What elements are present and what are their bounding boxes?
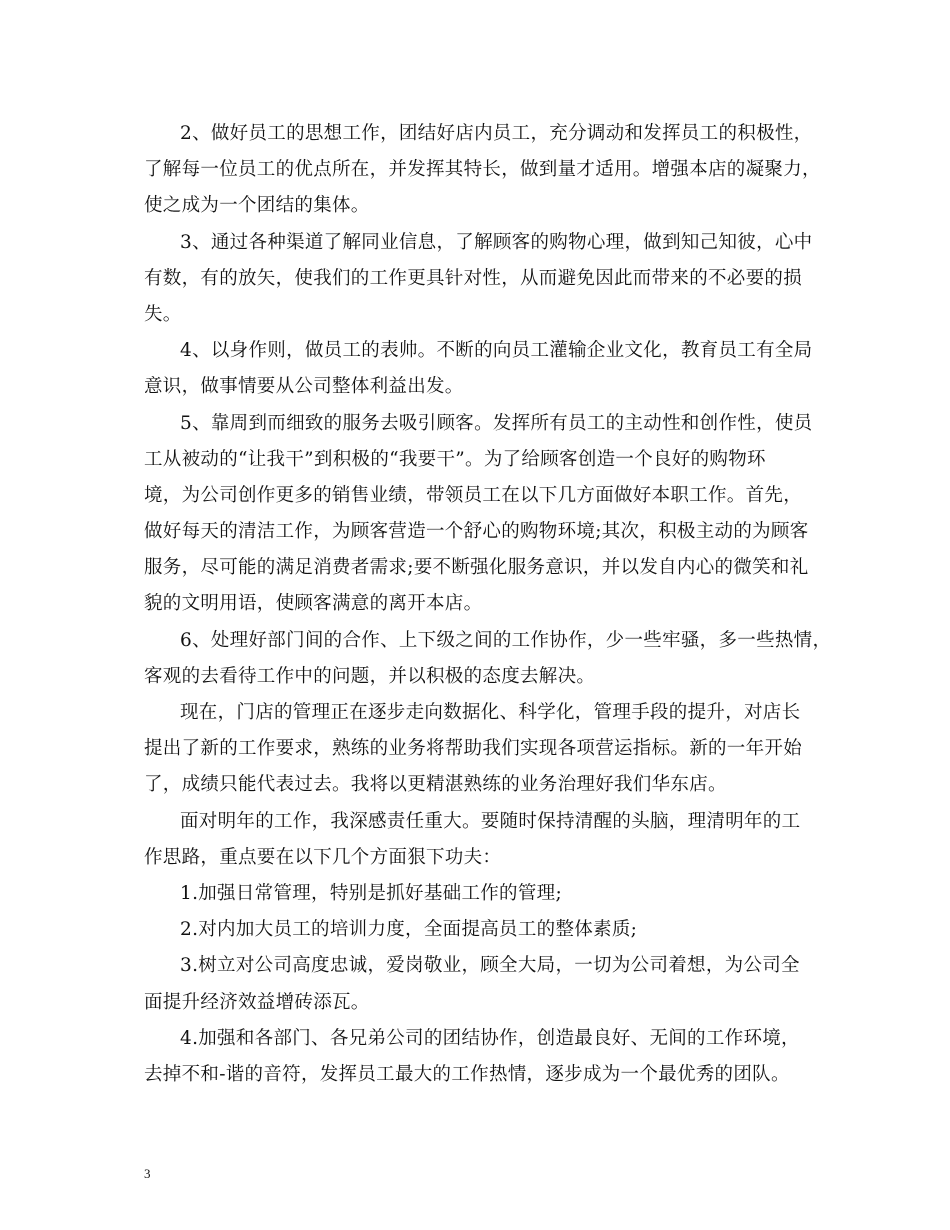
paragraph-line: 2、做好员工的思想工作，团结好店内员工，充分调动和发挥员工的积极性， bbox=[180, 123, 813, 144]
list-item: 4.加强和各部门、各兄弟公司的团结协作，创造最良好、无间的工作环境， bbox=[180, 1027, 800, 1049]
paragraph-line: 失。 bbox=[144, 303, 182, 325]
paragraph-line: 5、靠周到而细致的服务去吸引顾客。发挥所有员工的主动性和创作性，使员 bbox=[180, 412, 813, 434]
paragraph-line: 工从被动的“让我干”到积极的“我要干”。为了给顾客创造一个良好的购物环 bbox=[144, 448, 766, 470]
paragraph-line: 有数，有的放矢，使我们的工作更具针对性，从而避免因此而带来的不必要的损 bbox=[144, 267, 803, 289]
paragraph-line: 做好每天的清洁工作，为顾客营造一个舒心的购物环境;其次，积极主动的为顾客 bbox=[144, 521, 809, 543]
paragraph-line: 4、以身作则，做员工的表帅。不断的向员工灌输企业文化，教育员工有全局 bbox=[180, 340, 813, 362]
paragraph-line: 客观的去看待工作中的问题，并以积极的态度去解决。 bbox=[144, 665, 596, 687]
paragraph-line: 3、通过各种渠道了解同业信息，了解顾客的购物心理，做到知己知彼，心中 bbox=[180, 231, 813, 253]
list-item: 1.加强日常管理，特别是抓好基础工作的管理; bbox=[180, 882, 562, 904]
paragraph-line: 境，为公司创作更多的销售业绩，带领员工在以下几方面做好本职工作。首先， bbox=[144, 484, 803, 506]
list-item-continuation: 去掉不和-谐的音符，发挥员工最大的工作热情，逐步成为一个最优秀的团队。 bbox=[144, 1063, 790, 1085]
paragraph-line: 服务，尽可能的满足消费者需求;要不断强化服务意识，并以发自内心的微笑和礼 bbox=[144, 557, 809, 579]
list-item: 3.树立对公司高度忠诚，爱岗敬业，顾全大局，一切为公司着想，为公司全 bbox=[180, 955, 800, 977]
list-item: 2.对内加大员工的培训力度，全面提高员工的整体素质; bbox=[180, 919, 638, 941]
list-item-continuation: 面提升经济效益增砖添瓦。 bbox=[144, 991, 370, 1013]
paragraph-line: 面对明年的工作，我深感责任重大。要随时保持清醒的头脑，理清明年的工 bbox=[180, 810, 801, 832]
paragraph-line: 貌的文明用语，使顾客满意的离开本店。 bbox=[144, 593, 483, 615]
paragraph-line: 意识，做事情要从公司整体利益出发。 bbox=[144, 376, 464, 398]
paragraph-line: 了，成绩只能代表过去。我将以更精湛熟练的业务治理好我们华东店。 bbox=[144, 774, 727, 796]
paragraph-line: 使之成为一个团结的集体。 bbox=[144, 195, 370, 217]
paragraph-line: 了解每一位员工的优点所在，并发挥其特长，做到量才适用。增强本店的凝聚力， bbox=[144, 159, 821, 181]
page-number: 3 bbox=[144, 1166, 151, 1181]
document-body bbox=[144, 116, 832, 1093]
paragraph-line: 现在，门店的管理正在逐步走向数据化、科学化，管理手段的提升，对店长 bbox=[180, 702, 801, 723]
paragraph-line: 6、处理好部门间的合作、上下级之间的工作协作，少一些牢骚，多一些热情， bbox=[180, 629, 832, 651]
paragraph-line: 作思路，重点要在以下几个方面狠下功夫： bbox=[144, 846, 502, 868]
paragraph-line: 提出了新的工作要求，熟练的业务将帮助我们实现各项营运指标。新的一年开始 bbox=[144, 738, 803, 760]
